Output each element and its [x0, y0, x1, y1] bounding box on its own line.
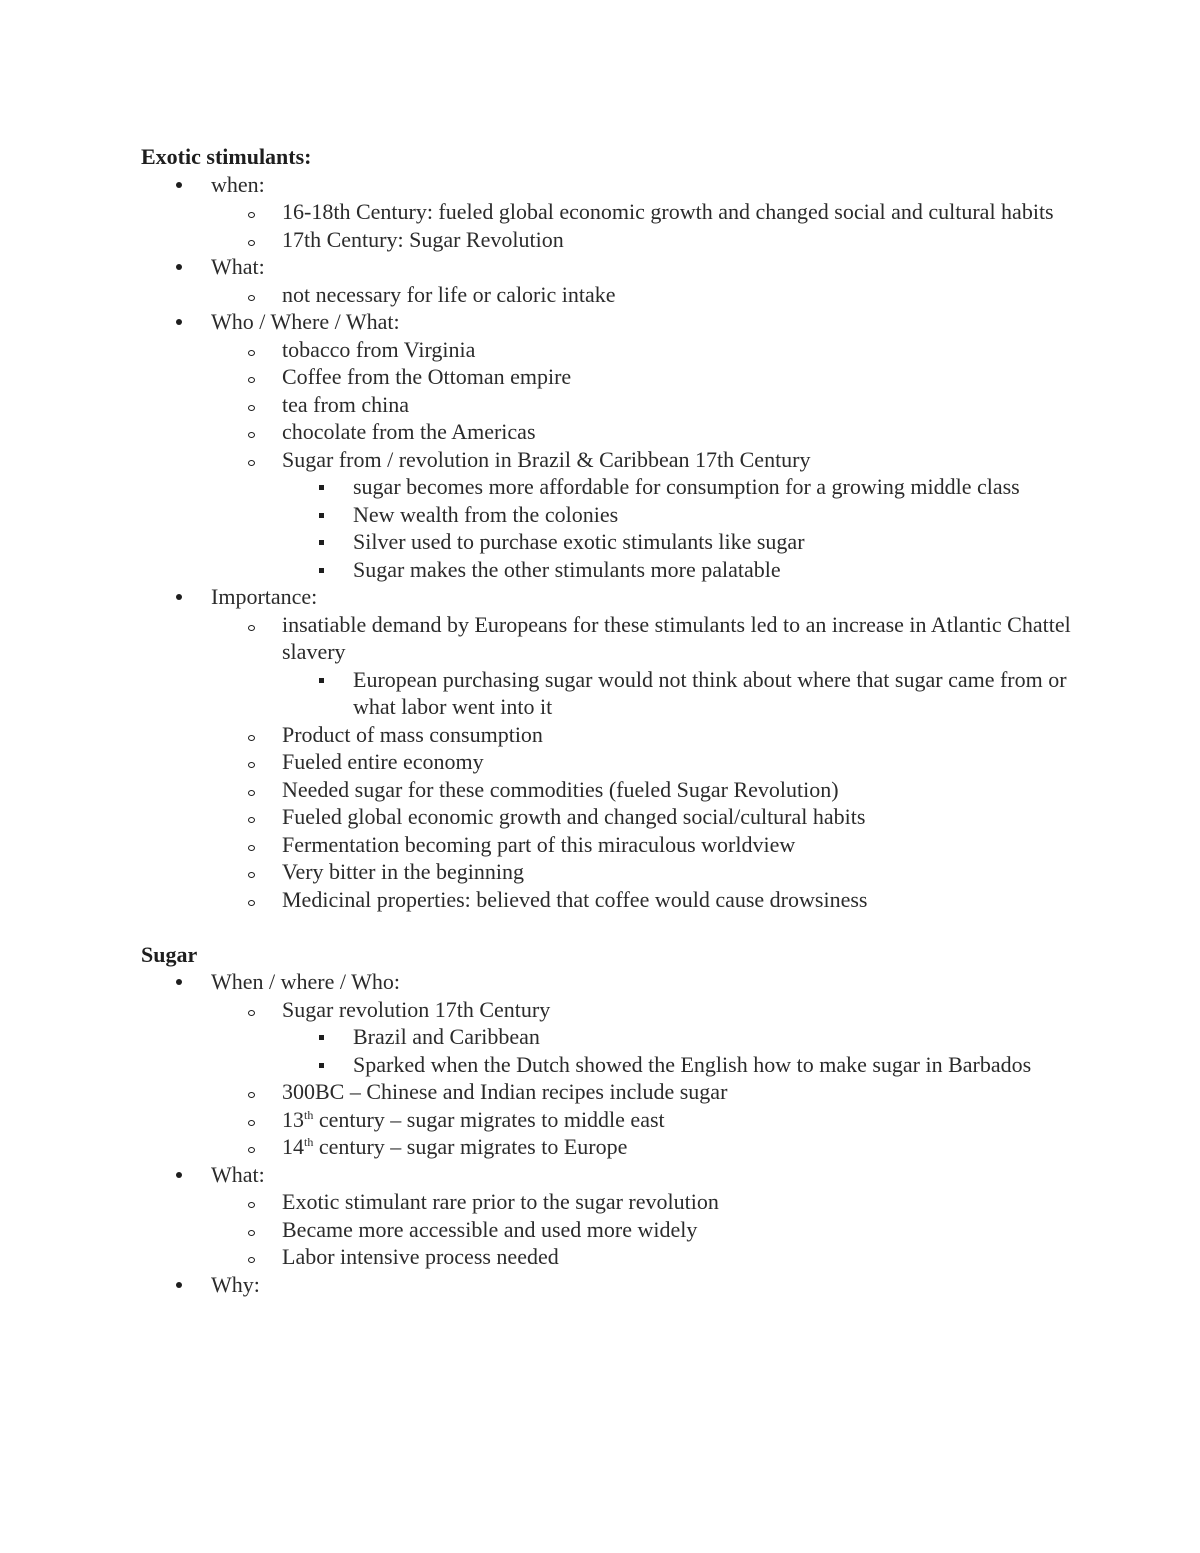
point-item: Sugar makes the other stimulants more palatable [353, 556, 1071, 584]
point-list [282, 1023, 1071, 1078]
point-item: New wealth from the colonies [353, 501, 1071, 529]
sub-item: chocolate from the Americas [282, 418, 1071, 446]
sub-list [211, 336, 1071, 584]
century-number: 14 [282, 1134, 304, 1159]
bullet-item [211, 1161, 1071, 1271]
ordinal-suffix: th [304, 1135, 314, 1149]
point-list [282, 666, 1071, 721]
sub-list [211, 198, 1071, 253]
sub-item-text: century – sugar migrates to Europe [313, 1134, 628, 1159]
sub-item: tobacco from Virginia [282, 336, 1071, 364]
sub-list [211, 1188, 1071, 1271]
century-number: 13 [282, 1106, 304, 1132]
sub-list [211, 281, 1071, 309]
bullet-item [211, 968, 1071, 1161]
point-list [282, 473, 1071, 583]
bullet-item [211, 583, 1071, 913]
section-heading-sugar: Sugar [141, 941, 198, 967]
ordinal-suffix: th [304, 1107, 314, 1122]
point-item: Sparked when the Dutch showed the English how to make sugar in Barbados [353, 1051, 1071, 1079]
sub-list [211, 611, 1071, 914]
point-item: Silver used to purchase exotic stimulants like sugar [353, 528, 1071, 556]
bullet-item [211, 253, 1071, 308]
point-item: Brazil and Caribbean [353, 1023, 1071, 1051]
sub-item: Coffee from the Ottoman empire [282, 363, 1071, 391]
sub-item [282, 611, 1071, 721]
bullet-item [211, 1271, 1071, 1299]
sub-item-text: Sugar revolution 17th Century [282, 996, 551, 1022]
point-item: sugar becomes more affordable for consumption for a growing middle class [353, 473, 1071, 501]
bullet-label: What: [211, 254, 265, 279]
bullet-item [211, 171, 1071, 254]
sub-item: 17th Century: Sugar Revolution [282, 226, 1071, 254]
sub-item: Product of mass consumption [282, 721, 1071, 749]
sub-item: Fueled entire economy [282, 748, 1071, 776]
bullet-list [141, 171, 1071, 914]
sub-item: Became more accessible and used more widely [282, 1216, 1071, 1244]
sub-item [282, 1133, 1071, 1161]
sub-item [282, 996, 1071, 1079]
bullet-label: when: [211, 171, 265, 197]
document-page [141, 143, 1071, 1298]
sub-item: Medicinal properties: believed that coffee would cause drowsiness [282, 886, 1071, 914]
section-heading-exotic-stimulants: Exotic stimulants: [141, 144, 312, 169]
bullet-label: Who / Where / What: [211, 309, 400, 334]
sub-item: 16-18th Century: fueled global economic growth and changed social and cultural habits [282, 198, 1071, 226]
sub-item: Fermentation becoming part of this miraculous worldview [282, 831, 1071, 859]
sub-item: 300BC – Chinese and Indian recipes include sugar [282, 1078, 1071, 1106]
sub-item-text: insatiable demand by Europeans for these stimulants led to an increase in Atlantic Chattel slavery [282, 611, 1071, 664]
bullet-label: What: [211, 1161, 265, 1187]
sub-item-text: century – sugar migrates to middle east [313, 1106, 665, 1132]
sub-item-text: Sugar from / revolution in Brazil & Caribbean 17th Century [282, 446, 811, 472]
bullet-label: When / where / Who: [211, 969, 400, 994]
sub-item: Very bitter in the beginning [282, 858, 1071, 886]
sub-item: not necessary for life or caloric intake [282, 281, 1071, 309]
sub-item: Needed sugar for these commodities (fueled Sugar Revolution) [282, 776, 1071, 804]
sub-item [282, 1106, 1071, 1134]
sub-item: Labor intensive process needed [282, 1243, 1071, 1271]
sub-item: Fueled global economic growth and changed social/cultural habits [282, 803, 1071, 831]
sub-item: Exotic stimulant rare prior to the sugar revolution [282, 1188, 1071, 1216]
bullet-label: Why: [211, 1271, 260, 1297]
sub-item [282, 446, 1071, 584]
bullet-item [211, 308, 1071, 583]
bullet-list [141, 968, 1071, 1298]
bullet-label: Importance: [211, 584, 318, 609]
sub-item: tea from china [282, 391, 1071, 419]
sub-list [211, 996, 1071, 1161]
point-item: European purchasing sugar would not think about where that sugar came from or what labor went into it [353, 666, 1071, 721]
